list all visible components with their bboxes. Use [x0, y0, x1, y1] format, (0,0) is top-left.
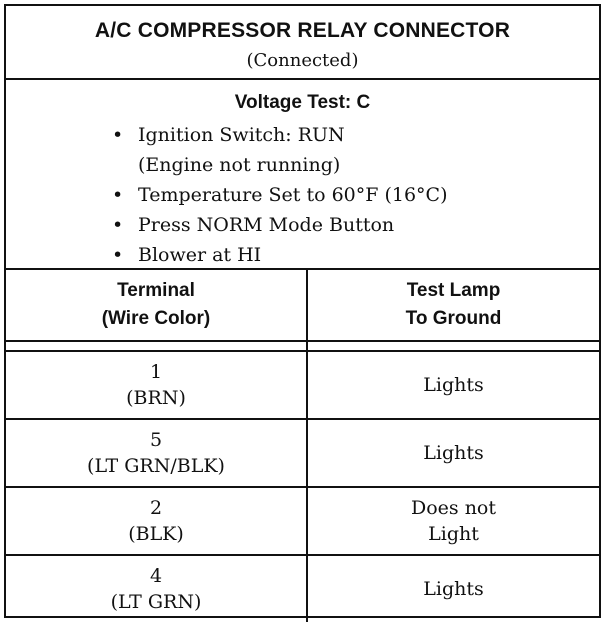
result-cell: Lights — [307, 419, 599, 487]
table-row — [6, 419, 599, 487]
terminal-cell: 4 (LT GRN) — [6, 555, 307, 622]
bullet-icon: • — [112, 214, 124, 236]
condition-item: • Press NORM Mode Button — [108, 210, 448, 240]
terminal-cell: 1 (BRN) — [6, 351, 307, 419]
terminal-cell: 5 (LT GRN/BLK) — [6, 419, 307, 487]
bullet-icon: • — [112, 184, 124, 206]
bullet-icon: • — [112, 244, 124, 266]
condition-list — [108, 120, 448, 270]
column-header-terminal: Terminal (Wire Color) — [6, 270, 307, 341]
result-cell: Lights — [307, 555, 599, 622]
condition-item: • Ignition Switch: RUN — [108, 120, 448, 150]
relay-connector-chart — [4, 4, 601, 618]
title-block — [6, 6, 599, 80]
result-cell: Lights — [307, 351, 599, 419]
bullet-icon: • — [112, 124, 124, 146]
condition-item: • Temperature Set to 60°F (16°C) — [108, 180, 448, 210]
table-row — [6, 487, 599, 555]
table-row — [6, 555, 599, 622]
chart-subtitle: (Connected) — [246, 50, 359, 71]
chart-title: A/C COMPRESSOR RELAY CONNECTOR — [94, 19, 511, 42]
terminal-cell: 2 (BLK) — [6, 487, 307, 555]
header-double-rule — [6, 341, 599, 351]
condition-item-continuation: (Engine not running) — [138, 154, 341, 176]
table-row — [6, 351, 599, 419]
test-results-table — [6, 270, 599, 622]
test-title: Voltage Test: C — [234, 92, 371, 113]
condition-item: • Blower at HI — [108, 240, 448, 270]
test-conditions-block — [6, 80, 599, 270]
result-cell: Does not Light — [307, 487, 599, 555]
column-header-test-lamp: Test Lamp To Ground — [307, 270, 599, 341]
